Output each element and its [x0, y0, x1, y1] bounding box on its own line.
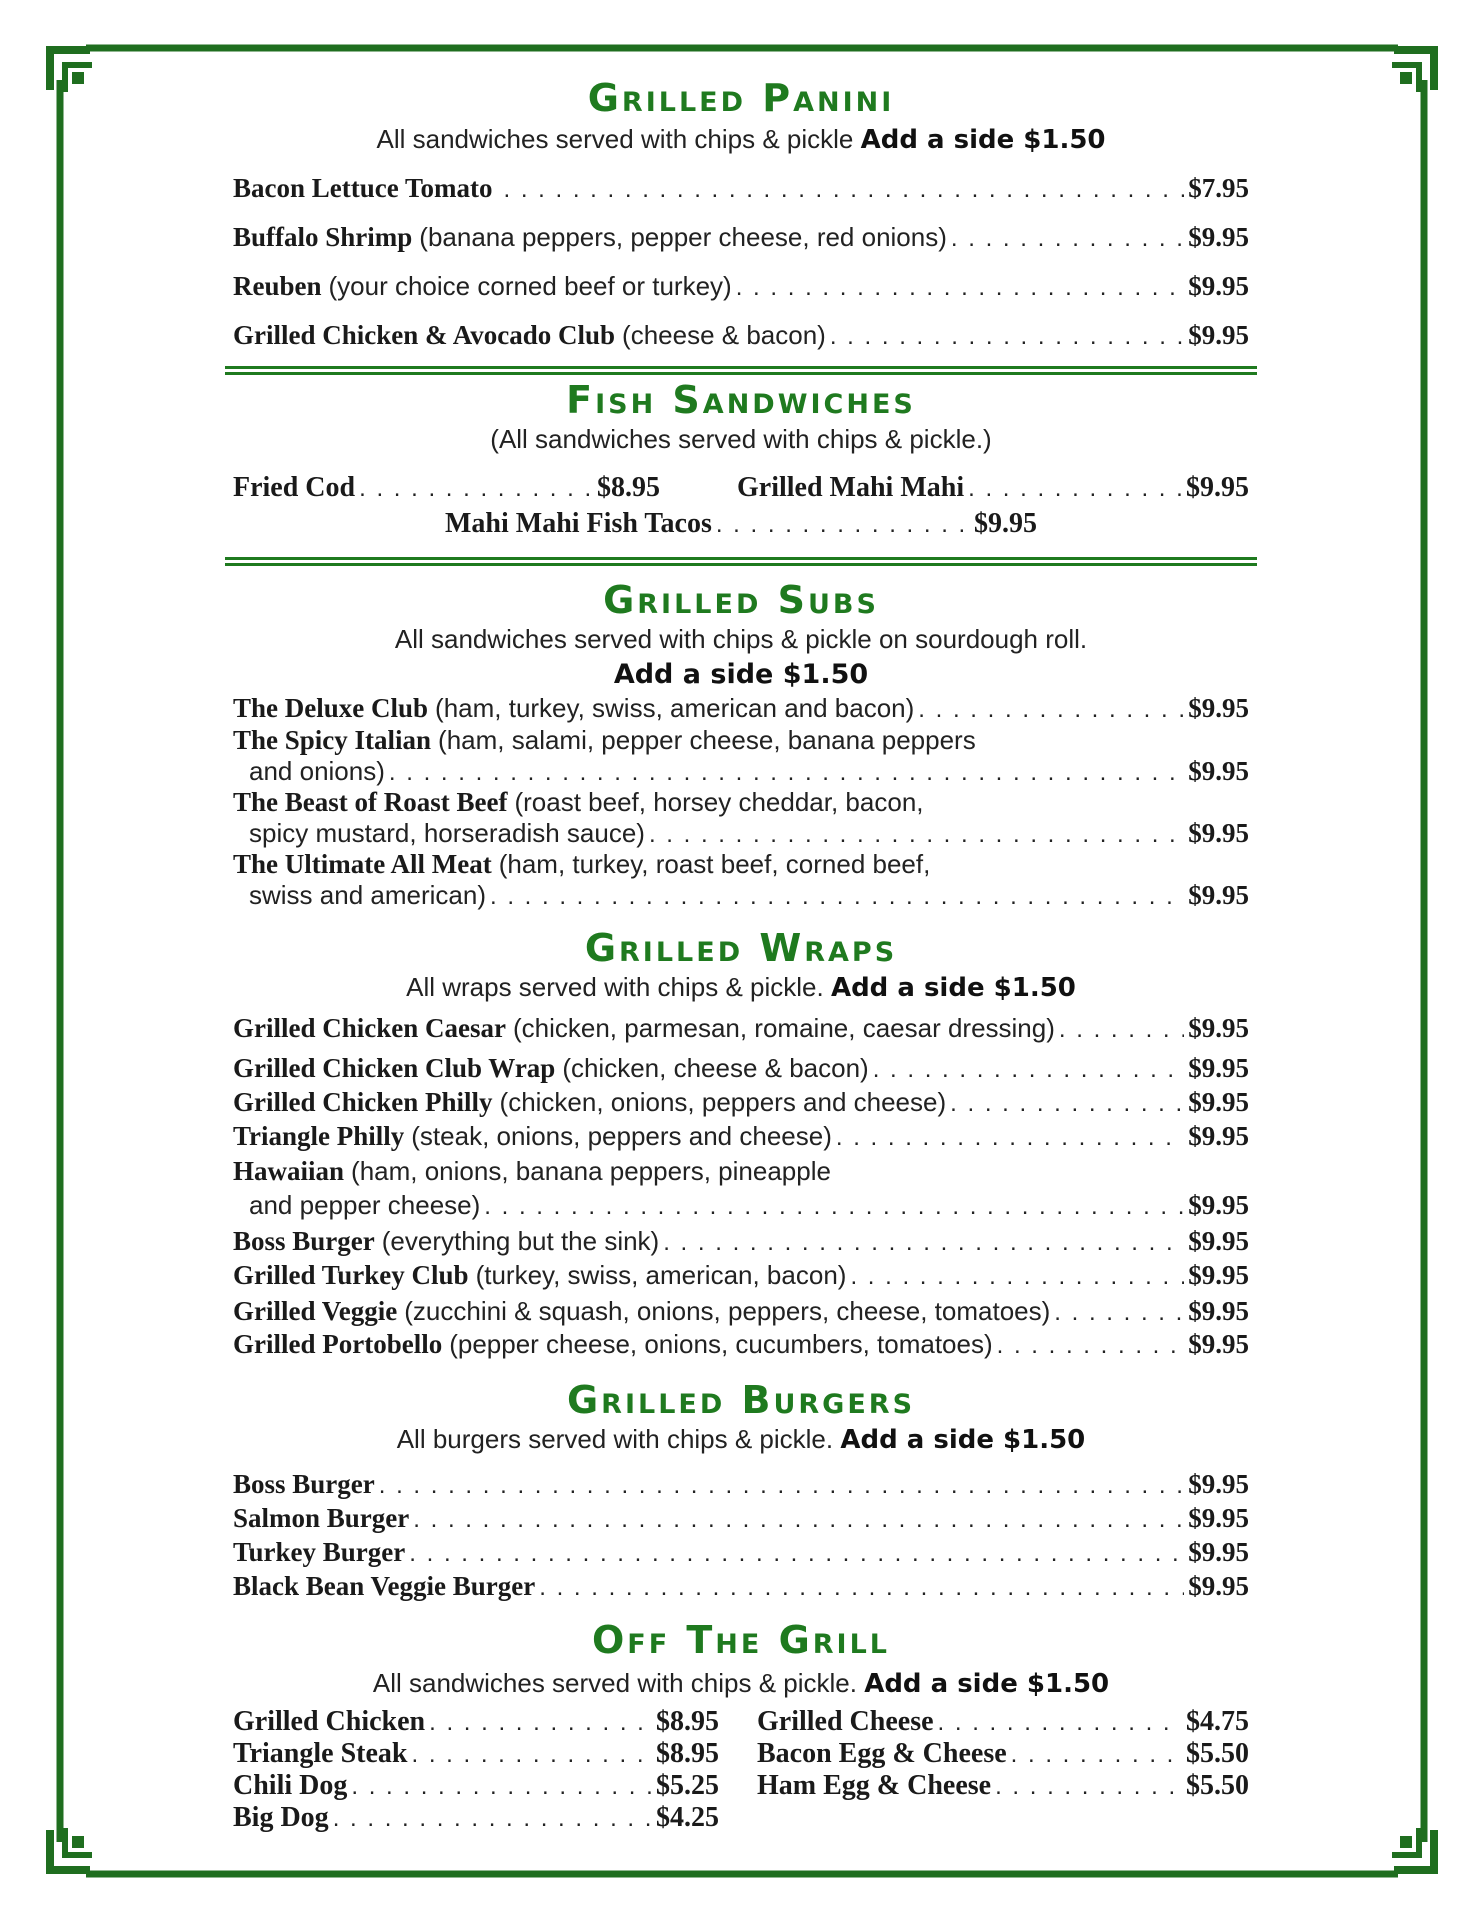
- menu-item: Grilled Chicken . . . $8.95: [233, 1706, 719, 1739]
- menu-item: The Deluxe Club (ham, turkey, swiss, american and bacon) . . . $9.95: [233, 692, 1249, 726]
- menu-item: Mahi Mahi Fish Tacos . . . $9.95: [445, 508, 1037, 541]
- grill-subtitle: All sandwiches served with chips & pickle. Add a side $1.50: [372, 1668, 1110, 1699]
- menu-item: Salmon Burger . . . $9.95: [233, 1502, 1249, 1536]
- section-title-fish: Fish Sandwiches: [566, 378, 916, 422]
- section-title-wraps: Grilled Wraps: [584, 926, 898, 970]
- menu-item: Black Bean Veggie Burger . . . $9.95: [233, 1570, 1249, 1604]
- section-divider: [225, 557, 1257, 566]
- menu-item: Chili Dog . . . $5.25: [233, 1770, 719, 1803]
- subs-subtitle: All sandwiches served with chips & pickle on sourdough roll.: [394, 624, 1088, 654]
- section-divider: [225, 366, 1257, 375]
- menu-item: Triangle Philly (steak, onions, peppers and cheese) . . . $9.95: [233, 1120, 1249, 1154]
- menu-item: Grilled Chicken Club Wrap (chicken, cheese & bacon) . . . $9.95: [233, 1052, 1249, 1086]
- wraps-subtitle: All wraps served with chips & pickle. Add a side $1.50: [406, 972, 1076, 1003]
- section-title-burgers: Grilled Burgers: [566, 1378, 916, 1422]
- menu-item: Big Dog . . . $4.25: [233, 1802, 719, 1835]
- menu-item: Ham Egg & Cheese . . . $5.50: [757, 1770, 1249, 1803]
- menu-item: Bacon Egg & Cheese . . . $5.50: [757, 1738, 1249, 1771]
- menu-item: Reuben (your choice corned beef or turkey) . . . $9.95: [233, 270, 1249, 304]
- section-title-grill: Off The Grill: [591, 1618, 891, 1662]
- section-title-panini: Grilled Panini: [587, 76, 895, 120]
- menu-item: Fried Cod . . . $8.95: [233, 472, 660, 505]
- menu-item: Triangle Steak . . . $8.95: [233, 1738, 719, 1771]
- menu-item: Grilled Mahi Mahi . . . $9.95: [737, 472, 1249, 505]
- menu-item-continuation: spicy mustard, horseradish sauce) . . . $9.95: [249, 817, 1249, 851]
- menu-item: Buffalo Shrimp (banana peppers, pepper cheese, red onions) . . . $9.95: [233, 221, 1249, 255]
- burgers-subtitle: All burgers served with chips & pickle. Add a side $1.50: [396, 1424, 1086, 1455]
- menu-item-continuation: swiss and american) . . . $9.95: [249, 879, 1249, 913]
- menu-item: Hawaiian (ham, onions, banana peppers, pineapple: [233, 1156, 831, 1186]
- menu-item: Grilled Turkey Club (turkey, swiss, american, bacon) . . . $9.95: [233, 1259, 1249, 1293]
- fish-subtitle: (All sandwiches served with chips & pickle.): [490, 424, 992, 454]
- menu-item: Grilled Chicken & Avocado Club (cheese & bacon) . . . $9.95: [233, 319, 1249, 353]
- menu-item: Boss Burger . . . $9.95: [233, 1468, 1249, 1502]
- menu-item: Grilled Chicken Philly (chicken, onions, peppers and cheese) . . . $9.95: [233, 1086, 1249, 1120]
- menu-item-continuation: and onions) . . . $9.95: [249, 755, 1249, 789]
- panini-subtitle: All sandwiches served with chips & pickle Add a side $1.50: [376, 124, 1106, 155]
- section-title-subs: Grilled Subs: [603, 578, 879, 622]
- menu-item: The Beast of Roast Beef (roast beef, horsey cheddar, bacon,: [233, 787, 924, 817]
- menu-item: Grilled Veggie (zucchini & squash, onions, peppers, cheese, tomatoes) . . . $9.95: [233, 1295, 1249, 1329]
- menu-item: The Spicy Italian (ham, salami, pepper cheese, banana peppers: [233, 725, 976, 755]
- menu-item: Grilled Cheese . . . $4.75: [757, 1706, 1249, 1739]
- menu-item: Grilled Portobello (pepper cheese, onions, cucumbers, tomatoes) . . . $9.95: [233, 1328, 1249, 1362]
- subs-add-side: Add a side $1.50: [613, 659, 869, 690]
- menu-item: Bacon Lettuce Tomato . . . $7.95: [233, 172, 1249, 206]
- menu-item: The Ultimate All Meat (ham, turkey, roast beef, corned beef,: [233, 849, 931, 879]
- menu-item: Grilled Chicken Caesar (chicken, parmesan, romaine, caesar dressing) . . . $9.95: [233, 1012, 1249, 1046]
- menu-item: Boss Burger (everything but the sink) . . . $9.95: [233, 1225, 1249, 1259]
- menu-item: Turkey Burger . . . $9.95: [233, 1536, 1249, 1570]
- menu-item-continuation: and pepper cheese) . . . $9.95: [249, 1189, 1249, 1223]
